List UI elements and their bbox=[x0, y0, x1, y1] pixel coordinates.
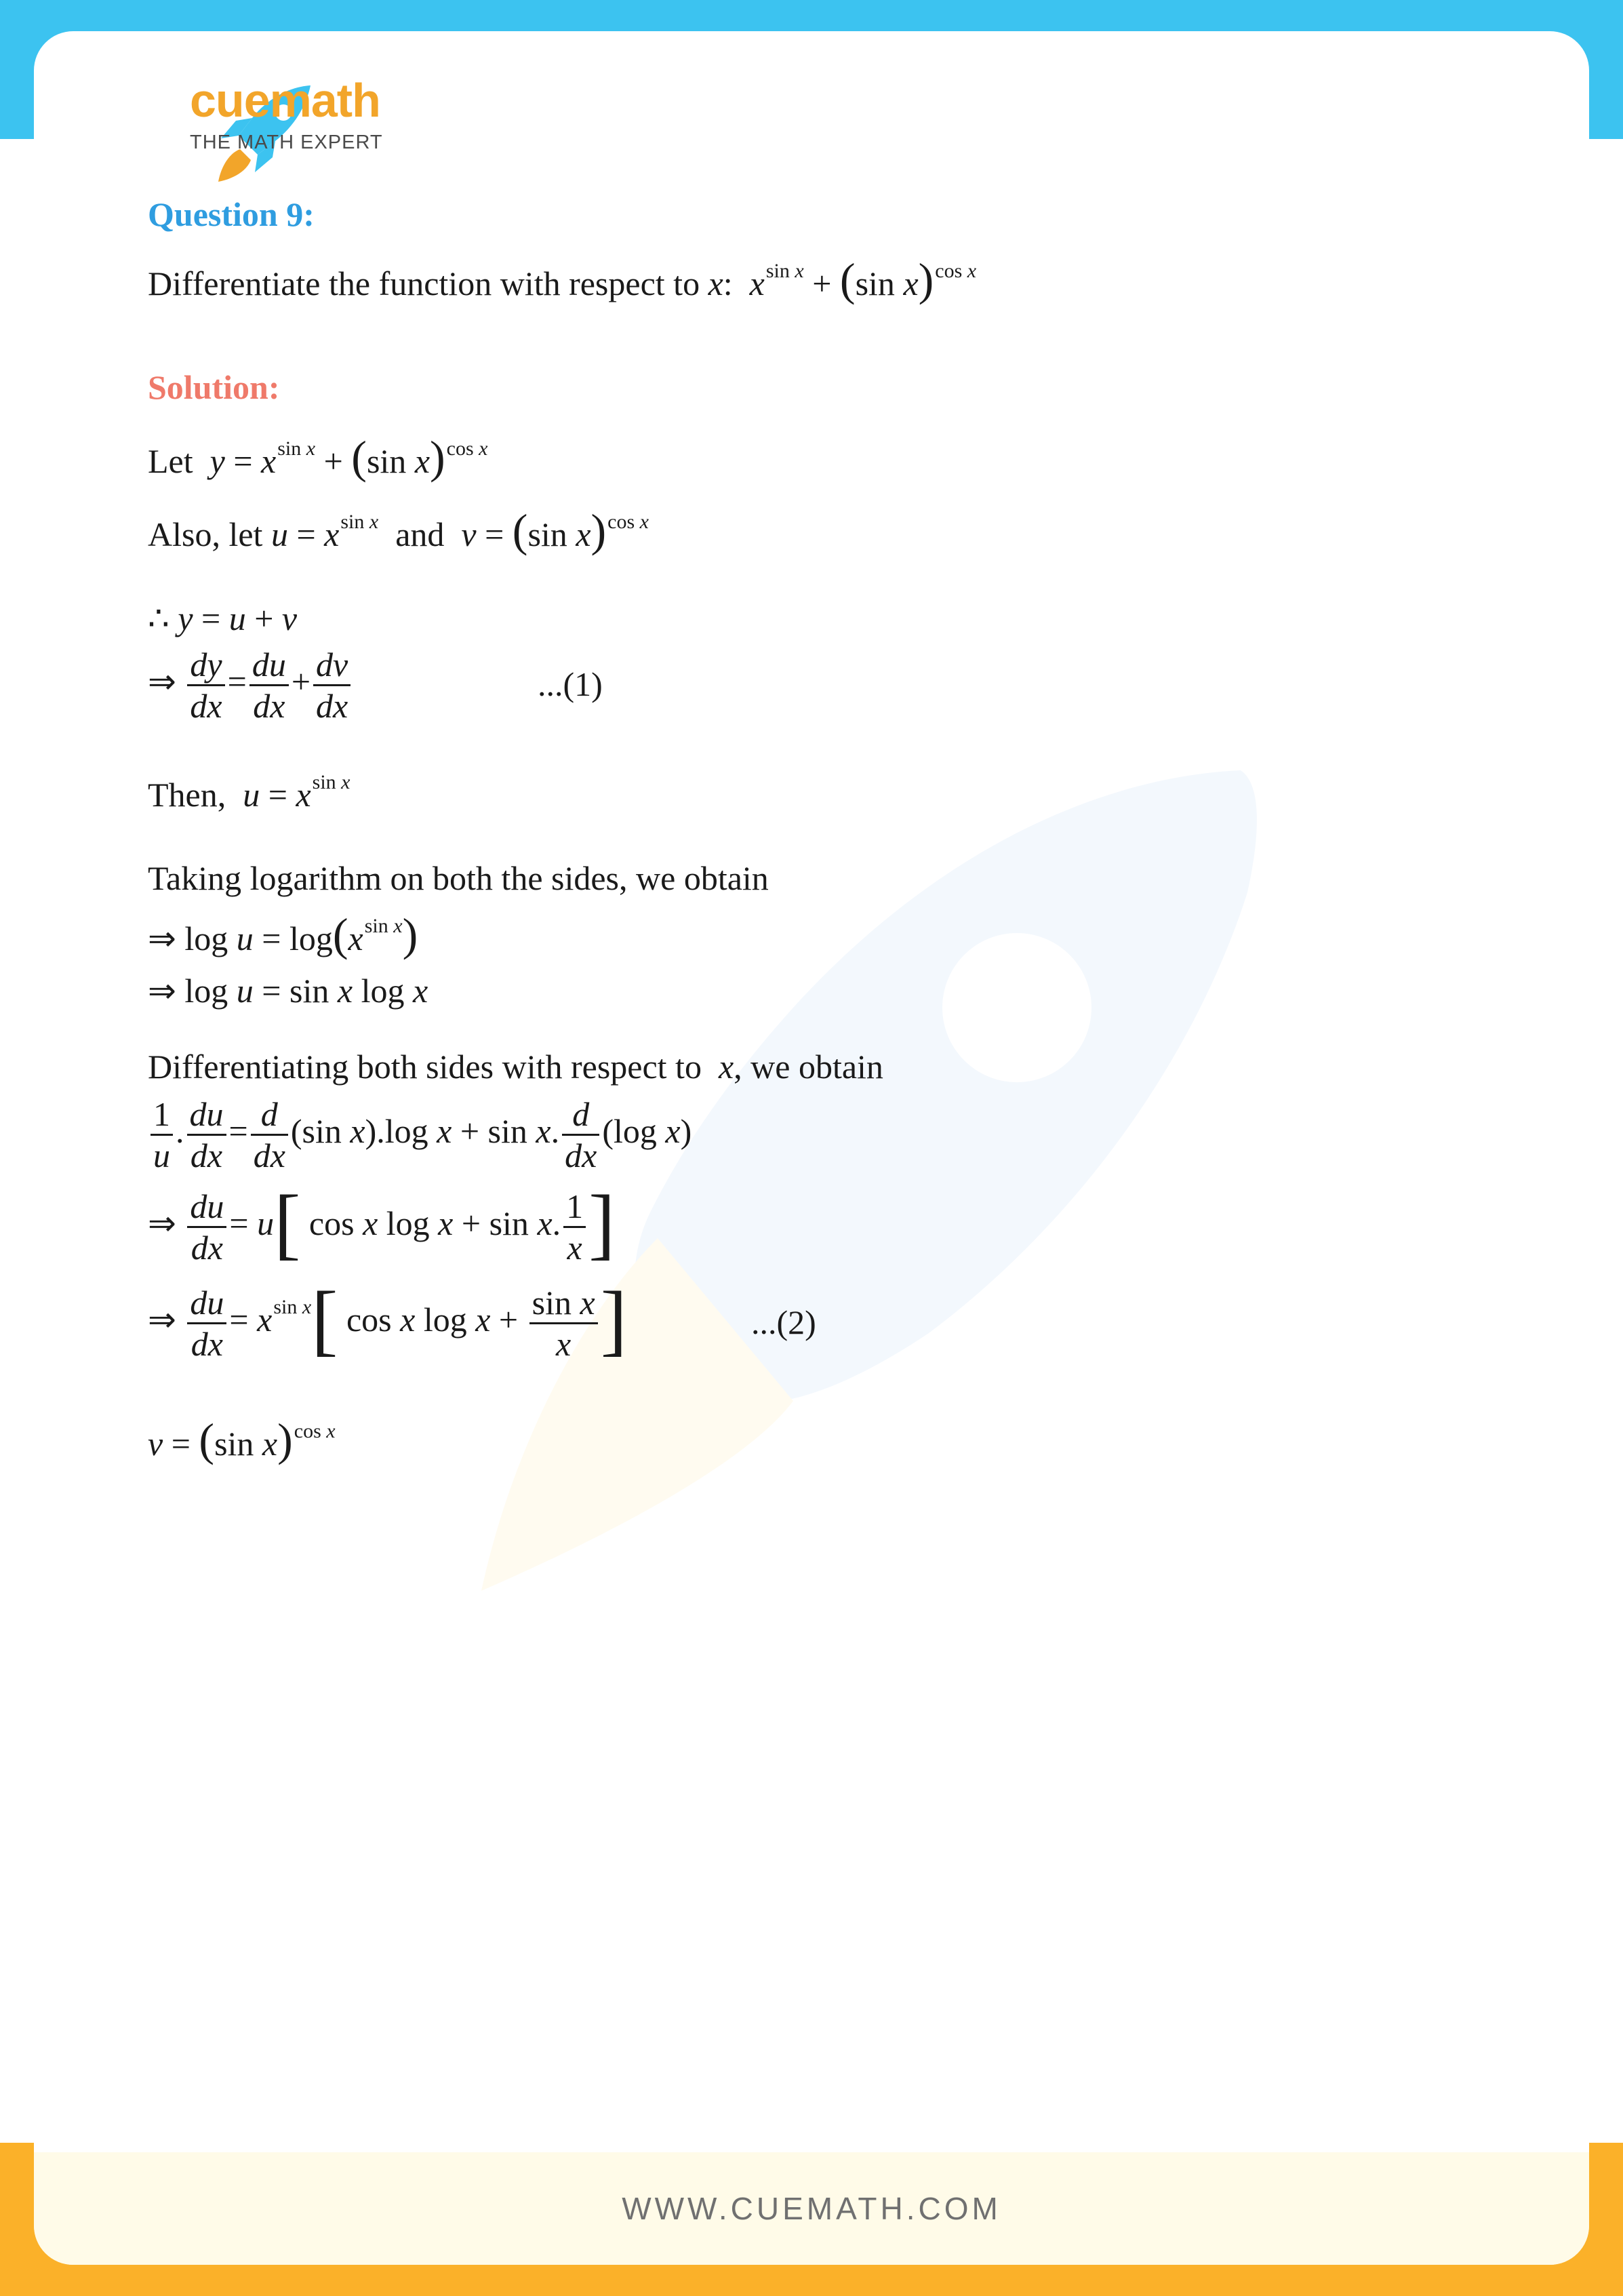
brand-tagline: THE MATH EXPERT bbox=[190, 132, 383, 153]
question-statement: Differentiate the function with respect to x: $x^{sin x} + (\sin$ x)$^{cos x}$ bbox=[148, 254, 977, 305]
let-v-line: v = (sin x)$^{cos x}$ bbox=[148, 1414, 336, 1465]
chain-rule-step: $\frac{1}{u}$ . $\frac{du}{dx}$ = $\frac{d}{dx}$ (sin x).log x + sin x. $\frac{d}{dx}$ (log x) bbox=[148, 1094, 692, 1175]
footer-url: WWW.CUEMATH.COM bbox=[622, 2191, 1001, 2226]
page-card bbox=[34, 31, 1589, 2265]
brand-name: cuemath bbox=[190, 74, 380, 127]
equation-tag-2: ...(2) bbox=[751, 1303, 816, 1341]
let-y-line: Let $y = x^{sin x} + (\sin$ x)$^{cos x}$ bbox=[148, 431, 488, 483]
log-step-1: ⇒ $\log u = \log(x^{sin x})$ bbox=[148, 909, 418, 960]
equation-tag-1: ...(1) bbox=[538, 665, 603, 703]
equation-2: ⇒ $\frac{du}{dx}$ = $x^{sin x}$[ cos x log x + $\frac{\text{sin x}}{x}$ ] ...(2) bbox=[148, 1274, 816, 1364]
equation-1: ⇒ $\frac{dy}{dx}$ = $\frac{du}{dx}$ + $\frac{dv}{dx}$ ...(1) bbox=[148, 646, 603, 725]
taking-log-text: Taking logarithm on both the sides, we obtain bbox=[148, 859, 769, 897]
sum-relation: ∴ y = u + v bbox=[148, 599, 298, 637]
log-step-2: ⇒ log u = sin x log x bbox=[148, 972, 428, 1010]
du-dx-step-1: ⇒ $\frac{du}{dx}$ = u[ cos x log x + sin x. $\frac{1}{x}$ ] bbox=[148, 1178, 616, 1267]
page-footer bbox=[34, 2152, 1589, 2265]
differentiating-text: Differentiating both sides with respect to x, we obtain bbox=[148, 1048, 883, 1086]
question-heading: Question 9: bbox=[148, 195, 315, 233]
then-u-line: Then, $u = x^{sin x}$ bbox=[148, 771, 350, 814]
brand-block bbox=[190, 73, 383, 154]
solution-heading: Solution: bbox=[148, 368, 280, 406]
let-u-v-line: Also, let $u = x^{sin x}$ and v = (sin x)$^{cos x}$ bbox=[148, 504, 649, 556]
